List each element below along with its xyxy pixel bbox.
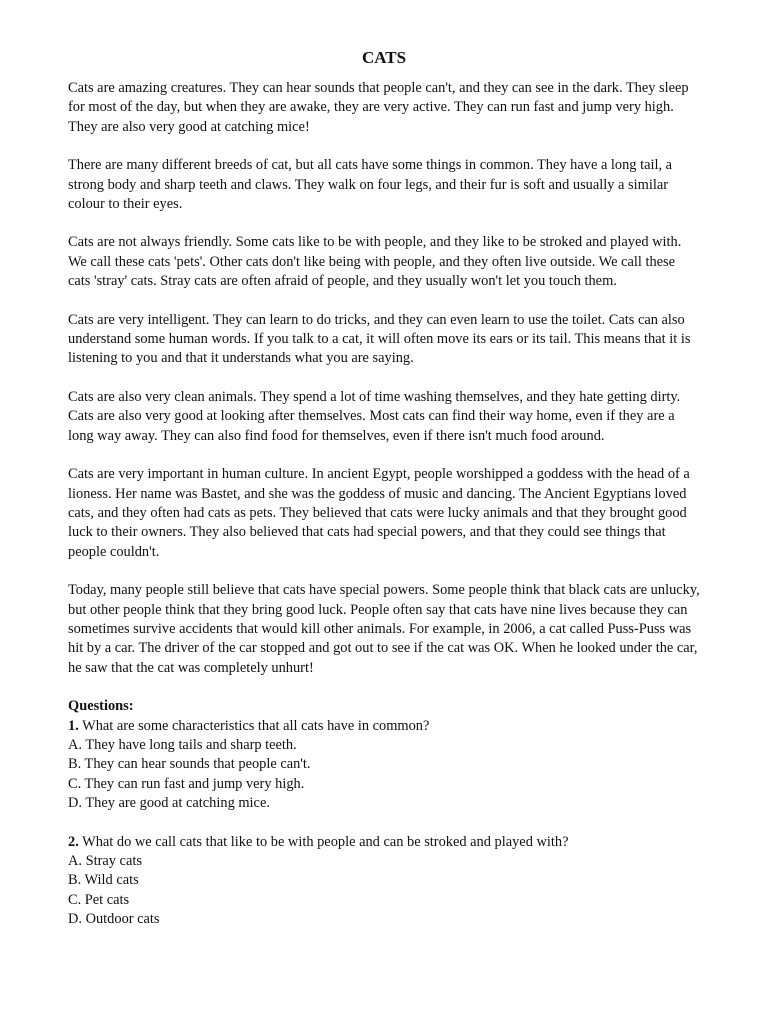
paragraph-7: Today, many people still believe that cats have special powers. Some people think that black cats are unlucky, but other people think that they bring good luck. People often say that cats have nine lives because they can sometimes survive accidents that would kill other animals. For example, in 2006, a cat called Puss-Puss was hit by a car. The driver of the car stopped and got out to see if the cat was OK. When he looked under the car, he saw that the cat was completely unhurt!: [68, 582, 700, 676]
paragraph-3: Cats are not always friendly. Some cats like to be with people, and they like to be stroked and played with. We call these cats 'pets'. Other cats don't like being with people, and they often live outside. We call these cats 'stray' cats. Stray cats are often afraid of people, and they usually won't let you touch them.: [68, 234, 682, 290]
question-2-prompt: [68, 833, 700, 852]
question-1: [68, 717, 700, 814]
question-2-text: What do we call cats that like to be with people and can be stroked and played with?: [82, 833, 569, 850]
paragraph-2: There are many different breeds of cat, but all cats have some things in common. They have a long tail, a strong body and sharp teeth and claws. They walk on four legs, and their fur is soft and usually a similar colour to their eyes.: [68, 157, 673, 213]
question-1-option-d: D. They are good at catching mice.: [68, 795, 270, 812]
question-2-option-c: C. Pet cats: [68, 891, 130, 908]
questions-section: [68, 697, 700, 929]
paragraph-6: Cats are very important in human culture. In ancient Egypt, people worshipped a goddess with the head of a lioness. Her name was Bastet, and she was the goddess of music and dancing. The Ancient Egyptians loved cats, and they often had cats as pets. They believed that cats were lucky animals and that they brought good luck to their owners. They also believed that cats had special powers, and that they could see things that people couldn't.: [68, 466, 690, 560]
question-2-option-b: B. Wild cats: [68, 872, 139, 889]
paragraph-4: Cats are very intelligent. They can learn to do tricks, and they can even learn to use the toilet. Cats can also understand some human words. If you talk to a cat, it will often move its ears or its tail. This means that it is listening to you and that it understands what you are saying.: [68, 311, 691, 367]
question-1-option-b: B. They can hear sounds that people can't.: [68, 756, 311, 773]
paragraph-1: Cats are amazing creatures. They can hear sounds that people can't, and they can see in the dark. They sleep for most of the day, but when they are awake, they are very active. They can run fast and jump very high. They are also very good at catching mice!: [68, 80, 689, 135]
question-1-option-a: A. They have long tails and sharp teeth.: [68, 736, 297, 753]
paragraph-5: Cats are also very clean animals. They spend a lot of time washing themselves, and they hate getting dirty. Cats are also very good at looking after themselves. Most cats can find their way home, even if they are a long way away. They can also find food for themselves, even if there isn't much food around.: [68, 388, 681, 444]
question-1-option-c: C. They can run fast and jump very high.: [68, 775, 305, 792]
question-2-option-d: D. Outdoor cats: [68, 911, 160, 928]
question-1-number: 1.: [68, 717, 79, 734]
question-2-number: 2.: [68, 833, 79, 850]
question-1-prompt: [68, 717, 700, 736]
document-title: CATS: [361, 48, 407, 67]
question-2-option-a: A. Stray cats: [68, 853, 142, 869]
question-1-text: What are some characteristics that all cats have in common?: [82, 717, 430, 734]
question-2: [68, 833, 700, 930]
questions-heading: Questions:: [68, 698, 134, 715]
